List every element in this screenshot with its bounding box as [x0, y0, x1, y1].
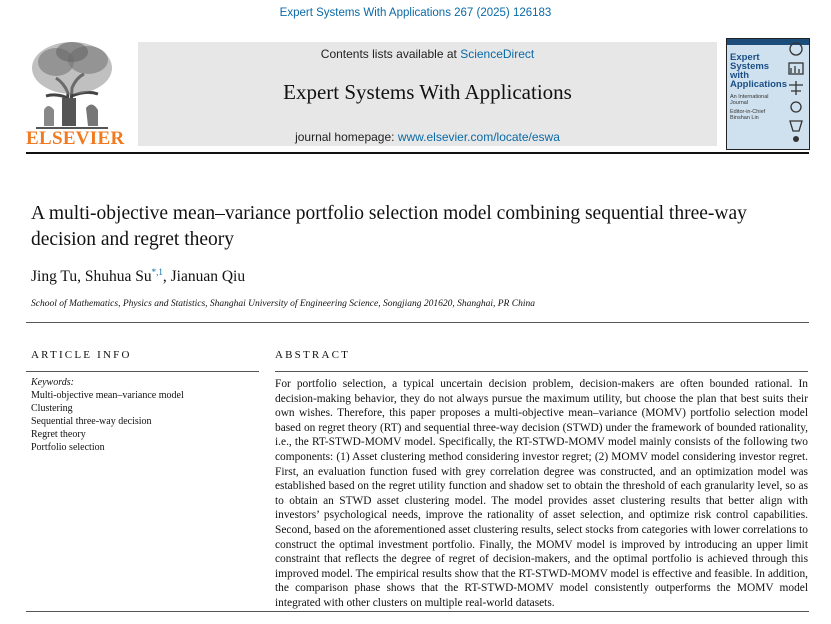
contents-prefix: Contents lists available at — [320, 47, 461, 61]
cover-title-line: Systems — [730, 61, 770, 72]
cover-title-line: Applications — [730, 79, 788, 90]
keyword-item: Multi-objective mean–variance model — [31, 390, 184, 401]
homepage-line — [138, 130, 717, 144]
author-separator: , — [162, 268, 171, 286]
elsevier-wordmark[interactable]: ELSEVIER — [26, 128, 125, 149]
journal-cover-thumbnail[interactable] — [726, 38, 810, 150]
author-name[interactable]: Shuhua Su — [84, 268, 152, 286]
article-info-heading: ARTICLE INFO — [31, 349, 132, 361]
keyword-item: Regret theory — [31, 429, 86, 440]
contents-line — [138, 47, 717, 61]
author-marks[interactable]: *,1 — [151, 267, 163, 277]
journal-citation-link[interactable]: Expert Systems With Applications 267 (2025) 126183 — [279, 7, 552, 19]
abstract-heading: ABSTRACT — [275, 349, 351, 361]
keywords-block — [31, 376, 261, 454]
cover-subtitle-text: An International Journal — [730, 94, 769, 106]
cover-editor-text: Editor-in-Chief Binshan Lin — [730, 109, 766, 121]
cover-title-line: Expert — [730, 52, 760, 63]
author-name[interactable]: Jing Tu — [31, 268, 78, 286]
cover-gear-icon — [790, 43, 802, 55]
cover-bars-icon — [791, 66, 799, 73]
author-separator: , — [77, 268, 85, 286]
keyword-item: Sequential three-way decision — [31, 416, 152, 427]
cover-scale-icon — [789, 81, 803, 95]
cover-dot-icon — [793, 136, 799, 142]
article-info-divider — [26, 371, 259, 372]
journal-homepage-link[interactable]: www.elsevier.com/locate/eswa — [397, 130, 560, 144]
abstract-text: For portfolio selection, a typical uncertain decision problem, decision-makers are often bounded rational. In decision-making behavior, they do not always pursue the maximum utility, but choose the plan that best suits their own wishes. Therefore, this paper proposes a multi-objective mean–variance (MOMV) portfolio selection model based on regret theory (RT) and sequential three-way decision (STWD) under the framework of bounded rationality, i.e., the RT-STWD-MOMV model. Specifically, the RT-STWD-MOMV model mainly consists of the following two components: (1) Asset clustering method considering investor regret; (2) MOMV model considering investor regret. First, an evaluation function fused with grey correlation degree was constructed, and an optimization model was established based on the regret utility function and shadow set to obtain the threshold of each granularity level, so as to obtain an STWD asset clustering model. The model provides asset clustering results that better align with investors’ psychological needs, improve the rationality of asset selection, and optimize risk control capabilities. Second, based on the aforementioned asset clustering results, select stocks from categories with lower correlations to construct the optimal investment portfolio. Finally, the MOMV model is improved by introducing an upper limit constraint that reflects the degree of regret of decision-makers, and the optimal portfolio is achieved through this improved model. The empirical results show that the RT-STWD-MOMV model is effective and feasible. In addition, the comparison phase shows that the RT-STWD-MOMV model consistently outperforms the MOMV model integrated with other clusters on multiple real-world datasets. — [275, 378, 808, 609]
header-divider — [26, 152, 809, 154]
abstract-divider — [275, 371, 808, 372]
cover-title-line: with — [730, 70, 749, 81]
author-line — [31, 267, 245, 286]
cover-globe-icon — [791, 102, 801, 112]
keyword-item: Clustering — [31, 403, 73, 414]
keyword-item: Portfolio selection — [31, 442, 105, 453]
cover-cup-icon — [790, 121, 802, 131]
journal-name: Expert Systems With Applications — [283, 80, 572, 104]
affiliation: School of Mathematics, Physics and Statistics, Shanghai University of Engineering Science, Songjiang 201620, Shanghai, PR China — [31, 299, 535, 309]
cover-title — [730, 52, 788, 90]
author-name[interactable]: Jianuan Qiu — [170, 268, 246, 286]
paper-title: A multi-objective mean–variance portfolio selection model combining sequential three-way decision and regret theory — [31, 203, 747, 250]
cover-subtitle — [730, 94, 780, 121]
sciencedirect-link[interactable]: ScienceDirect — [460, 47, 535, 61]
keywords-label: Keywords: — [31, 377, 74, 388]
cover-icons-column — [785, 41, 807, 145]
homepage-prefix: journal homepage: — [295, 130, 398, 144]
abstract-bottom-divider — [26, 611, 809, 612]
affiliation-divider — [26, 322, 809, 323]
